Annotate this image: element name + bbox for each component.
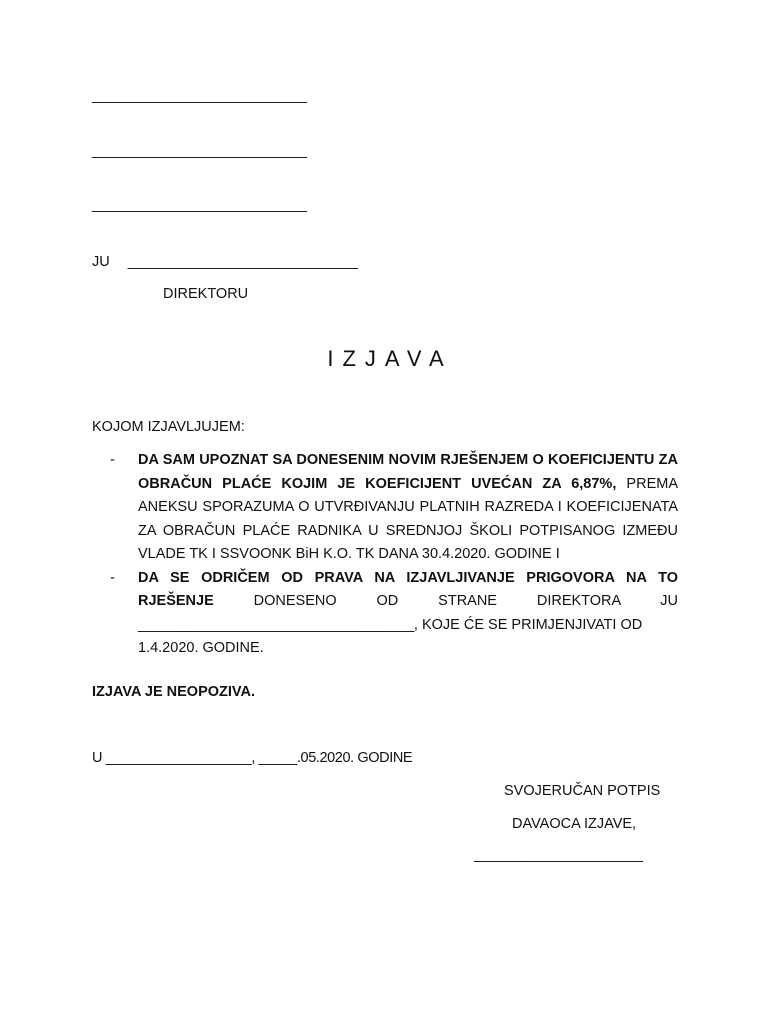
- statement-2-text: DONESENO OD STRANE DIREKTORA JU: [253, 593, 678, 609]
- intro-text: KOJOM IZJAVLJUJEM:: [92, 419, 245, 435]
- statement-list: [110, 449, 678, 661]
- statement-2-text-cont: , KOJE ĆE SE PRIMJENJIVATI OD: [413, 616, 643, 633]
- institution-blank: ______________________________: [127, 254, 358, 270]
- sender-line-1: ____________________________: [92, 88, 307, 104]
- sender-line-3: ____________________________: [92, 197, 307, 213]
- statement-item-2: [110, 567, 678, 661]
- statement-1-text: PREMA ANEKSU SPORAZUMA O UTVRĐIVANJU PLATNIH RAZREDA I KOEFICIJENATA ZA OBRAČUN PLAĆE RADNIKA U SREDNJOJ ŠKOLI POTPISANOG IZMEĐU VLADE TK I SSVOONK BiH K.O. TK DANA 30.4.2020. GODINE I: [138, 475, 678, 562]
- statement-2-line-4: 1.4.2020. GODINE.: [138, 640, 264, 656]
- statement-2-line-2: [138, 590, 678, 614]
- statement-1-bold: DA SAM UPOZNAT SA DONESENIM NOVIM RJEŠENJEM O KOEFICIJENTU ZA OBRAČUN PLAĆE KOJIM JE KOEFICIJENT UVEĆAN ZA 6,87%,: [138, 452, 678, 492]
- institution-line: [92, 254, 358, 270]
- bullet-dash: -: [110, 452, 115, 468]
- institution-name-blank: ____________________________________: [138, 616, 414, 633]
- statement-2-line-1: [138, 567, 678, 591]
- statement-2-line-3: [138, 614, 678, 638]
- signature-line: ______________________: [474, 847, 643, 863]
- statement-2-bold: DA SE ODRIČEM OD PRAVA NA IZJAVLJIVANJE PRIGOVORA NA TO: [138, 569, 678, 586]
- sender-line-2: ____________________________: [92, 143, 307, 159]
- statement-item-1: [110, 449, 678, 567]
- signature-label-1: SVOJERUČAN POTPIS: [504, 783, 661, 799]
- document-title: IZJAVA: [327, 346, 453, 371]
- signature-label-2: DAVAOCA IZJAVE,: [512, 816, 637, 832]
- irrevocable-statement: IZJAVA JE NEOPOZIVA.: [92, 684, 256, 700]
- institution-prefix: JU: [92, 254, 110, 270]
- place-date-line: U ___________________, _____.05.2020. GODINE: [92, 750, 413, 766]
- recipient: DIREKTORU: [163, 286, 249, 302]
- statement-2-bold-word: RJEŠENJE: [138, 593, 214, 609]
- bullet-dash: -: [110, 569, 115, 586]
